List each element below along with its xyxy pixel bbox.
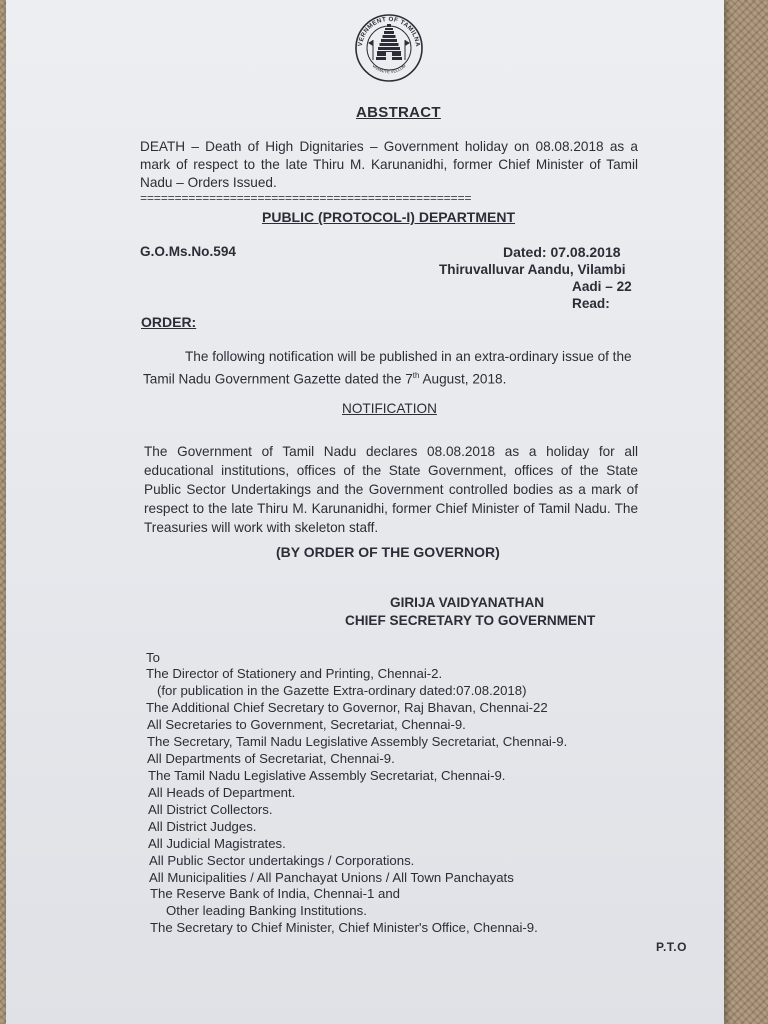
signatory-name: GIRIJA VAIDYANATHAN xyxy=(390,595,545,610)
tamil-year-line: Thiruvalluvar Aandu, Vilambi xyxy=(439,262,626,277)
order-paragraph xyxy=(143,347,643,389)
go-number: G.O.Ms.No.594 xyxy=(140,244,236,259)
recipient-item: (for publication in the Gazette Extra-ordinary dated:07.08.2018) xyxy=(157,683,527,698)
by-order-line: (BY ORDER OF THE GOVERNOR) xyxy=(276,544,500,560)
notification-heading: NOTIFICATION xyxy=(342,401,437,416)
recipient-item: The Tamil Nadu Legislative Assembly Secretariat, Chennai-9. xyxy=(148,768,506,783)
emblem-bottom-text: VAIMAIYE VELLUM xyxy=(371,63,407,75)
recipient-item: All Departments of Secretariat, Chennai-9. xyxy=(147,751,395,766)
read-label: Read: xyxy=(572,296,610,311)
separator-rule: ================================================ xyxy=(140,192,472,206)
signatory-title: CHIEF SECRETARY TO GOVERNMENT xyxy=(345,613,596,628)
recipient-item: All Judicial Magistrates. xyxy=(148,836,286,851)
to-label: To xyxy=(146,650,160,665)
recipient-item: The Additional Chief Secretary to Governor, Raj Bhavan, Chennai-22 xyxy=(146,700,548,715)
recipient-item: Other leading Banking Institutions. xyxy=(166,903,367,918)
abstract-subject: DEATH – Death of High Dignitaries – Government holiday on 08.08.2018 as a mark of respect to the late Thiru M. Karunanidhi, former Chief Minister of Tamil Nadu – Orders Issued. xyxy=(140,139,638,190)
notification-paragraph: The Government of Tamil Nadu declares 08.08.2018 as a holiday for all educational institutions, offices of the State Government, offices of the State Public Sector Undertakings and the Government controlled bodies as a mark of respect to the late Thiru M. Karunanidhi, former Chief Minister of Tamil Nadu. The Treasuries will work with skeleton staff. xyxy=(144,444,638,535)
recipient-item: All Heads of Department. xyxy=(148,785,296,800)
tamil-nadu-emblem-icon xyxy=(354,10,424,86)
document-page xyxy=(6,0,724,1024)
recipient-item: The Secretary to Chief Minister, Chief Minister's Office, Chennai-9. xyxy=(150,920,538,935)
recipient-item: All Public Sector undertakings / Corporations. xyxy=(149,853,415,868)
recipient-item: All District Judges. xyxy=(148,819,257,834)
pto-label: P.T.O xyxy=(656,940,687,954)
recipient-item: All Municipalities / All Panchayat Unions / All Town Panchayats xyxy=(149,870,514,885)
recipient-item: All District Collectors. xyxy=(148,802,273,817)
order-text-part1: The following notification will be published in an extra-ordinary issue of the Tamil Nadu Government Gazette dated the 7 xyxy=(143,349,632,387)
svg-text:VAIMAIYE VELLUM xyxy=(371,63,407,74)
order-superscript: th xyxy=(412,371,420,380)
tamil-month-line: Aadi – 22 xyxy=(572,279,632,294)
order-heading: ORDER: xyxy=(141,314,197,330)
recipient-item: All Secretaries to Government, Secretariat, Chennai-9. xyxy=(147,717,466,732)
order-text-part2: August, 2018. xyxy=(419,371,507,387)
recipient-item: The Reserve Bank of India, Chennai-1 and xyxy=(150,886,400,901)
abstract-heading: ABSTRACT xyxy=(356,104,441,121)
emblem-outer-text: VERNMENT OF TAMILNA xyxy=(356,15,422,48)
dated-line: Dated: 07.08.2018 xyxy=(503,244,621,260)
recipient-item: The Director of Stationery and Printing, Chennai-2. xyxy=(146,666,443,681)
department-heading: PUBLIC (PROTOCOL-I) DEPARTMENT xyxy=(262,209,516,225)
recipient-item: The Secretary, Tamil Nadu Legislative Assembly Secretariat, Chennai-9. xyxy=(147,734,568,749)
